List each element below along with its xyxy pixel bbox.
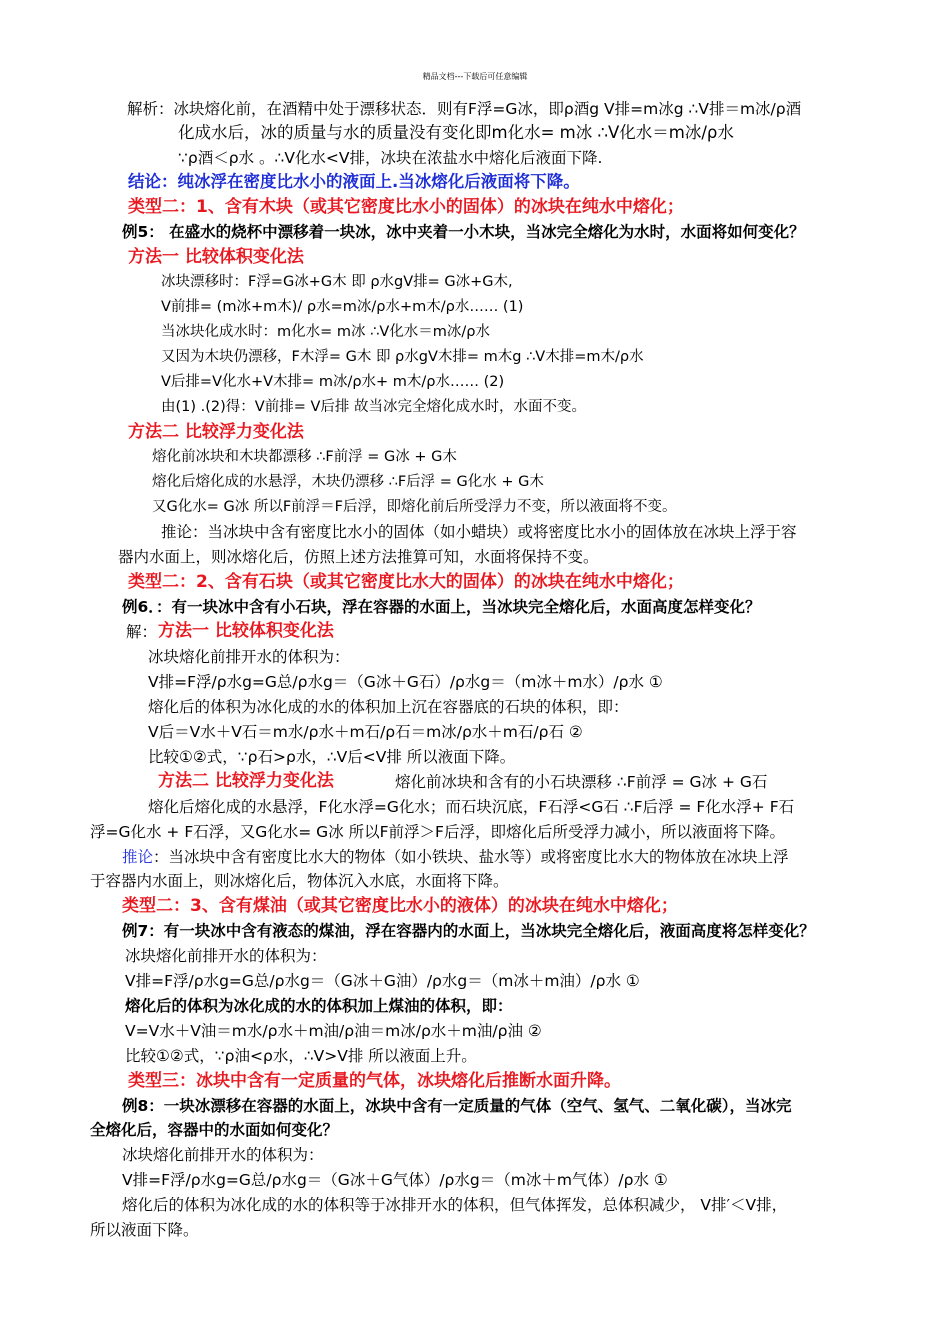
text-line: V排=F浮/ρ水g=G总/ρ水g＝（G冰＋G石）/ρ水g＝（m冰＋m水）/ρ水 ① [148,673,663,691]
text-line: V=V水＋V油＝m水/ρ水＋m油/ρ油＝m冰/ρ水＋m油/ρ油 ② [125,1022,542,1040]
text-line: 熔化后熔化成的水悬浮，F化水浮=G化水；而石块沉底，F石浮<G石 ∴F后浮 = F化水浮+ F石 [148,798,795,816]
example-title: 例8：一块冰漂移在容器的水面上，冰块中含有一定质量的气体（空气、氢气、二氧化碳），当冰完 [122,1097,792,1115]
text-line: V后排=V化水+V木排= m冰/ρ水+ m木/ρ水…… (2) [161,374,505,390]
text-line: V排=F浮/ρ水g=G总/ρ水g＝（G冰＋G油）/ρ水g＝（m冰＋m油）/ρ水 ① [125,972,640,990]
text-line: 冰块漂移时：F浮=G冰+G木 即 ρ水gV排= G冰+G木, [161,274,513,290]
method-heading: 方法二 比较浮力变化法 [128,422,304,442]
text-line: 冰块熔化前排开水的体积为： [148,648,350,666]
method-heading: 方法一 比较体积变化法 [128,247,304,267]
page-header: 精品文档---下载后可任意编辑 [422,72,528,81]
text-line: 熔化后熔化成的水悬浮，木块仍漂移 ∴F后浮 = G化水 + G木 [152,474,544,490]
section-heading: 类型二：3、含有煤油（或其它密度比水小的液体）的冰块在纯水中熔化； [122,896,678,916]
example-title-continued: 全熔化后，容器中的水面如何变化？ [90,1121,339,1139]
text-line: 熔化后的体积为冰化成的水的体积加上沉在容器底的石块的体积，即： [148,698,629,716]
method-heading: 方法一 比较体积变化法 [158,621,334,641]
text-line: V前排= (m冰+m木)/ ρ水=m冰/ρ水+m木/ρ水…… (1) [161,299,524,315]
example-title: 例6．：有一块冰中含有小石块，浮在容器的水面上，当冰块完全熔化后，水面高度怎样变化？ [122,598,761,616]
text-line: ∵ρ酒＜ρ水 。∴V化水<V排，冰块在浓盐水中熔化后液面下降. [178,149,603,167]
text-line: 熔化后的体积为冰化成的水的体积加上煤油的体积，即： [125,997,513,1015]
text-line: 熔化前冰块和含有的小石块漂移 ∴F前浮 = G冰 + G石 [395,773,768,791]
text-line: 解析：冰块熔化前，在酒精中处于漂移状态．则有F浮=G冰，即ρ酒g V排=m冰g ∴V排＝m冰/ρ酒 [127,100,802,118]
text-line: 又因为木块仍漂移，F木浮= G木 即 ρ水gV木排= m木g ∴V木排=m木/ρ水 [161,349,644,365]
section-heading: 类型二：1、含有木块（或其它密度比水小的固体）的冰块在纯水中熔化； [128,197,684,217]
section-heading: 类型三：冰块中含有一定质量的气体，冰块熔化后推断水面升降。 [128,1071,621,1091]
inference-label: 推论 [122,848,154,866]
text-line: 冰块熔化前排开水的体积为： [125,947,327,965]
conclusion: 结论：纯冰浮在密度比水小的液面上.当冰熔化后液面将下降。 [128,172,580,191]
text-line: V排=F浮/ρ水g=G总/ρ水g＝（G冰＋G气体）/ρ水g＝（m冰＋m气体）/ρ水 ① [122,1171,668,1189]
text-line: 化成水后，冰的质量与水的质量没有变化即m化水= m冰 ∴V化水＝m冰/ρ水 [178,123,734,142]
text-line: 于容器内水面上，则冰熔化后，物体沉入水底，水面将下降。 [90,872,509,890]
text-line: 解： [126,623,158,641]
section-heading: 类型二：2、含有石块（或其它密度比水大的固体）的冰块在纯水中熔化； [128,572,684,592]
text-line: 熔化前冰块和木块都漂移 ∴F前浮 = G冰 + G木 [152,449,457,465]
text-line: 比较①②式，∵ρ石>ρ水，∴V后<V排 所以液面下降。 [148,748,516,766]
example-title: 例7：有一块冰中含有液态的煤油，浮在容器内的水面上，当冰块完全熔化后，液面高度将怎样变化？ [122,922,815,940]
method-heading: 方法二 比较浮力变化法 [158,771,334,791]
text-line: ：当冰块中含有密度比水大的物体（如小铁块、盐水等）或将密度比水大的物体放在冰块上浮 [153,848,789,866]
text-line: 当冰块化成水时：m化水= m冰 ∴V化水＝m冰/ρ水 [161,324,490,340]
text-line: 冰块熔化前排开水的体积为： [122,1146,324,1164]
text-line: 又G化水= G冰 所以F前浮＝F后浮，即熔化前后所受浮力不变，所以液面将不变。 [152,499,677,515]
text-line: 器内水面上，则冰熔化后，仿照上述方法推算可知，水面将保持不变。 [118,548,599,566]
text-line: V后＝V水＋V石＝m水/ρ水＋m石/ρ石＝m冰/ρ水＋m石/ρ石 ② [148,723,583,741]
text-line: 熔化后的体积为冰化成的水的体积等于冰排开水的体积，但气体挥发，总体积减少， V排′＜V排， [122,1196,788,1214]
text-line: 浮=G化水 + F石浮，又G化水= G冰 所以F前浮＞F后浮，即熔化后所受浮力减小，所以液面将下降。 [90,823,785,841]
text-line: 比较①②式，∵ρ油<ρ水，∴V>V排 所以液面上升。 [125,1047,477,1065]
text-line: 推论：当冰块中含有密度比水小的固体（如小蜡块）或将密度比水小的固体放在冰块上浮于容 [161,523,797,541]
text-line: 所以液面下降。 [90,1221,199,1239]
text-line: 由(1) .(2)得：V前排= V后排 故当冰完全熔化成水时，水面不变。 [161,399,587,415]
example-title: 例5： 在盛水的烧杯中漂移着一块冰，冰中夹着一小木块，当冰完全熔化为水时，水面将如何变化？ [122,223,805,241]
